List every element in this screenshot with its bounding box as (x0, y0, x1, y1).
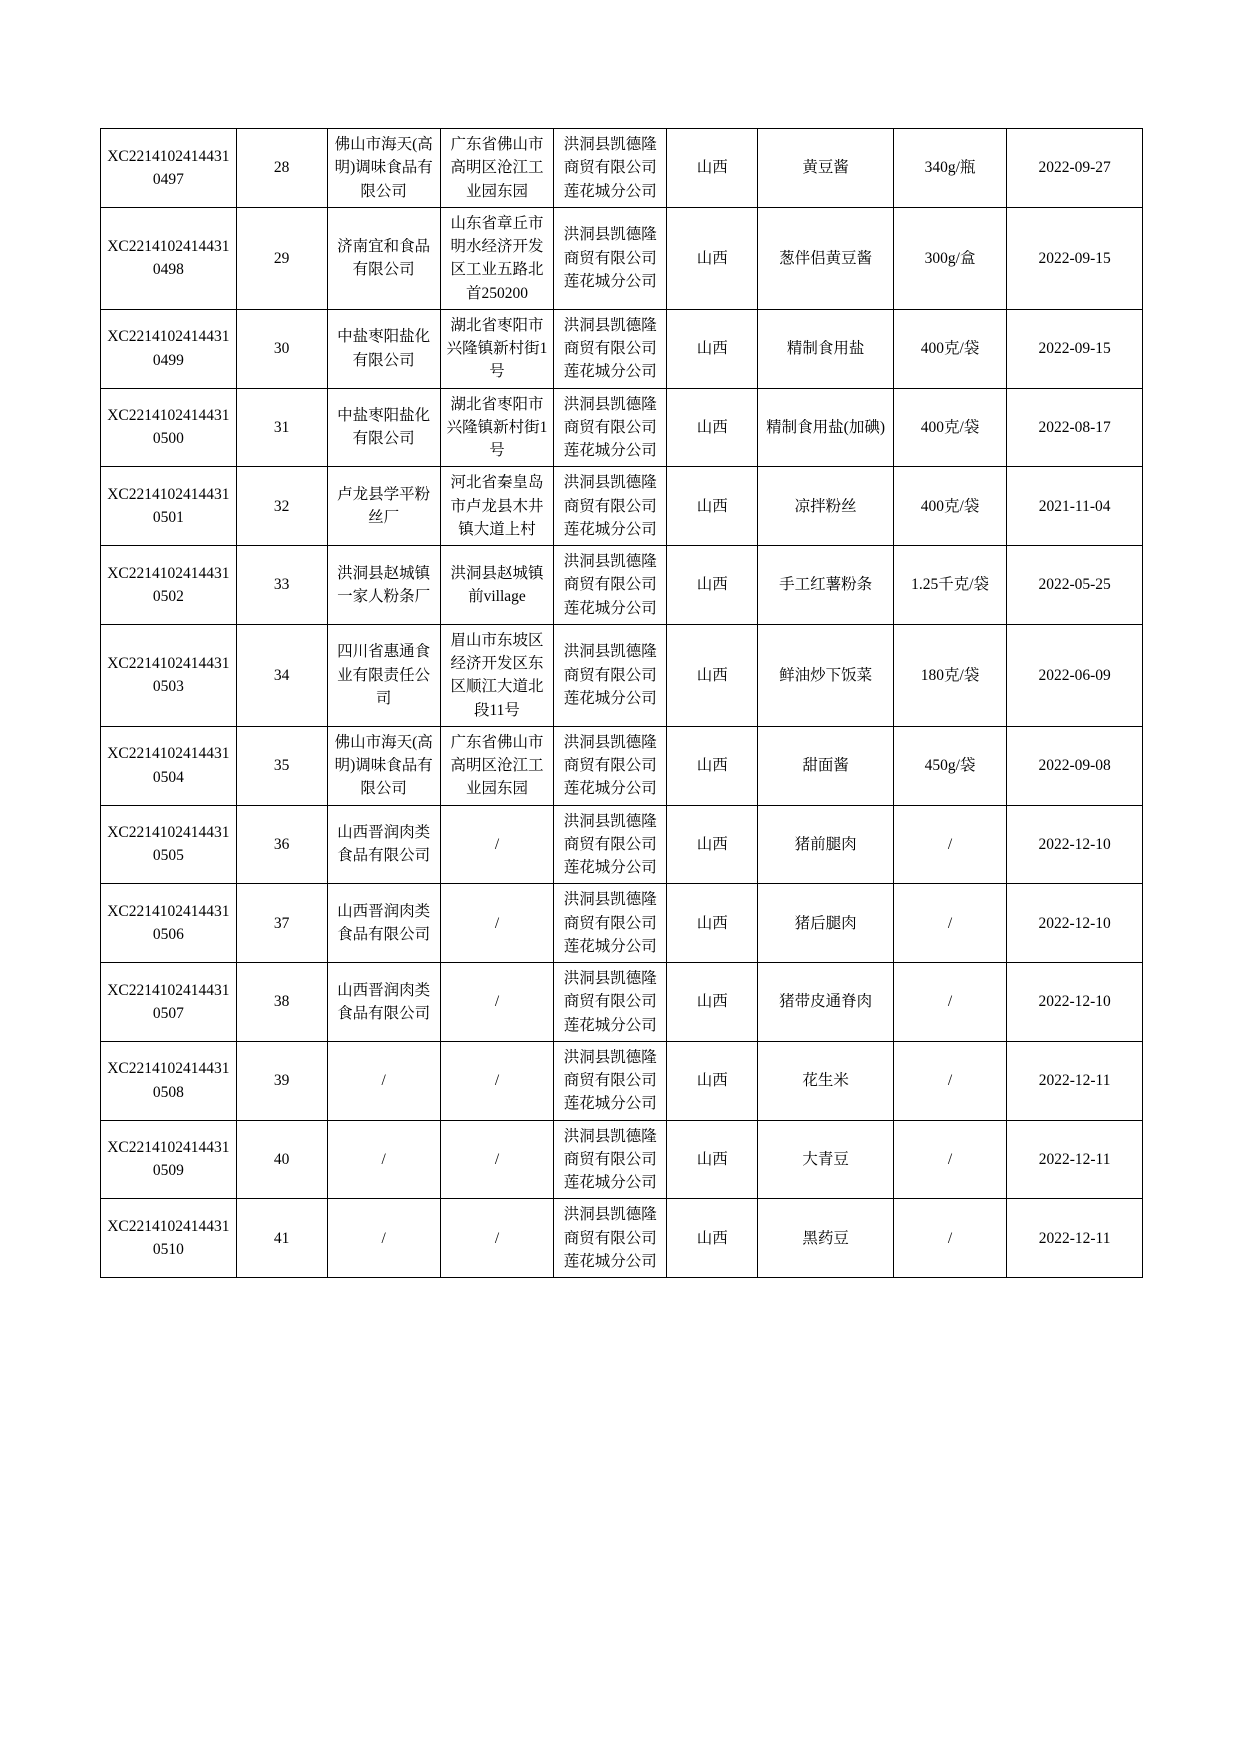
cell-code: XC22141024144310508 (101, 1041, 237, 1120)
table-row (101, 388, 1143, 467)
cell-seq: 38 (236, 963, 327, 1042)
table-row (101, 467, 1143, 546)
cell-spec: 1.25千克/袋 (893, 546, 1006, 625)
cell-spec: 400克/袋 (893, 309, 1006, 388)
table-row (101, 207, 1143, 309)
table-row (101, 1120, 1143, 1199)
cell-code: XC22141024144310501 (101, 467, 237, 546)
cell-spec: / (893, 1120, 1006, 1199)
cell-code: XC22141024144310498 (101, 207, 237, 309)
cell-producer: 中盐枣阳盐化有限公司 (327, 388, 440, 467)
cell-producer: 山西晋润肉类食品有限公司 (327, 963, 440, 1042)
cell-seq: 39 (236, 1041, 327, 1120)
cell-product-name: 花生米 (758, 1041, 894, 1120)
cell-spec: / (893, 805, 1006, 884)
table-row (101, 129, 1143, 208)
cell-seq: 33 (236, 546, 327, 625)
table-row (101, 726, 1143, 805)
cell-product-name: 猪前腿肉 (758, 805, 894, 884)
table-row (101, 309, 1143, 388)
cell-date: 2022-12-11 (1007, 1120, 1143, 1199)
cell-producer-address: 湖北省枣阳市兴隆镇新村街1号 (440, 309, 553, 388)
cell-province: 山西 (667, 309, 758, 388)
cell-product-name: 黑药豆 (758, 1199, 894, 1278)
cell-province: 山西 (667, 546, 758, 625)
cell-producer-address: 眉山市东坡区经济开发区东区顺江大道北段11号 (440, 624, 553, 726)
cell-inspected-unit: 洪洞县凯德隆商贸有限公司莲花城分公司 (554, 309, 667, 388)
cell-inspected-unit: 洪洞县凯德隆商贸有限公司莲花城分公司 (554, 884, 667, 963)
cell-product-name: 甜面酱 (758, 726, 894, 805)
cell-producer-address: 河北省秦皇岛市卢龙县木井镇大道上村 (440, 467, 553, 546)
cell-inspected-unit: 洪洞县凯德隆商贸有限公司莲花城分公司 (554, 1199, 667, 1278)
cell-inspected-unit: 洪洞县凯德隆商贸有限公司莲花城分公司 (554, 963, 667, 1042)
cell-product-name: 大青豆 (758, 1120, 894, 1199)
cell-date: 2022-08-17 (1007, 388, 1143, 467)
cell-seq: 41 (236, 1199, 327, 1278)
cell-producer: 中盐枣阳盐化有限公司 (327, 309, 440, 388)
cell-inspected-unit: 洪洞县凯德隆商贸有限公司莲花城分公司 (554, 726, 667, 805)
cell-producer-address: / (440, 1041, 553, 1120)
cell-producer-address: 湖北省枣阳市兴隆镇新村街1号 (440, 388, 553, 467)
cell-spec: 400克/袋 (893, 388, 1006, 467)
cell-spec: 340g/瓶 (893, 129, 1006, 208)
cell-seq: 37 (236, 884, 327, 963)
cell-spec: / (893, 963, 1006, 1042)
cell-inspected-unit: 洪洞县凯德隆商贸有限公司莲花城分公司 (554, 1041, 667, 1120)
cell-code: XC22141024144310497 (101, 129, 237, 208)
cell-seq: 28 (236, 129, 327, 208)
cell-seq: 32 (236, 467, 327, 546)
cell-inspected-unit: 洪洞县凯德隆商贸有限公司莲花城分公司 (554, 805, 667, 884)
cell-producer: 洪洞县赵城镇一家人粉条厂 (327, 546, 440, 625)
cell-producer-address: 山东省章丘市明水经济开发区工业五路北首250200 (440, 207, 553, 309)
cell-seq: 40 (236, 1120, 327, 1199)
cell-producer: 四川省惠通食业有限责任公司 (327, 624, 440, 726)
cell-code: XC22141024144310509 (101, 1120, 237, 1199)
cell-code: XC22141024144310505 (101, 805, 237, 884)
cell-province: 山西 (667, 884, 758, 963)
cell-date: 2022-12-10 (1007, 805, 1143, 884)
cell-producer-address: / (440, 963, 553, 1042)
cell-spec: 300g/盒 (893, 207, 1006, 309)
cell-date: 2022-12-11 (1007, 1041, 1143, 1120)
cell-date: 2022-09-15 (1007, 309, 1143, 388)
cell-inspected-unit: 洪洞县凯德隆商贸有限公司莲花城分公司 (554, 467, 667, 546)
cell-province: 山西 (667, 1041, 758, 1120)
cell-inspected-unit: 洪洞县凯德隆商贸有限公司莲花城分公司 (554, 624, 667, 726)
cell-producer-address: / (440, 805, 553, 884)
cell-inspected-unit: 洪洞县凯德隆商贸有限公司莲花城分公司 (554, 1120, 667, 1199)
cell-producer-address: / (440, 884, 553, 963)
cell-producer: 济南宜和食品有限公司 (327, 207, 440, 309)
cell-code: XC22141024144310507 (101, 963, 237, 1042)
cell-date: 2022-09-15 (1007, 207, 1143, 309)
cell-producer: / (327, 1120, 440, 1199)
cell-date: 2021-11-04 (1007, 467, 1143, 546)
cell-inspected-unit: 洪洞县凯德隆商贸有限公司莲花城分公司 (554, 546, 667, 625)
cell-province: 山西 (667, 726, 758, 805)
table-row (101, 884, 1143, 963)
cell-producer: 山西晋润肉类食品有限公司 (327, 805, 440, 884)
cell-inspected-unit: 洪洞县凯德隆商贸有限公司莲花城分公司 (554, 388, 667, 467)
cell-province: 山西 (667, 1120, 758, 1199)
cell-seq: 36 (236, 805, 327, 884)
cell-seq: 31 (236, 388, 327, 467)
cell-date: 2022-12-10 (1007, 963, 1143, 1042)
cell-product-name: 葱伴侣黄豆酱 (758, 207, 894, 309)
cell-producer: / (327, 1199, 440, 1278)
table-row (101, 1041, 1143, 1120)
cell-product-name: 手工红薯粉条 (758, 546, 894, 625)
cell-date: 2022-12-11 (1007, 1199, 1143, 1278)
cell-seq: 29 (236, 207, 327, 309)
cell-producer-address: / (440, 1199, 553, 1278)
cell-product-name: 精制食用盐 (758, 309, 894, 388)
cell-province: 山西 (667, 388, 758, 467)
cell-code: XC22141024144310503 (101, 624, 237, 726)
cell-spec: 180克/袋 (893, 624, 1006, 726)
cell-spec: / (893, 1199, 1006, 1278)
cell-province: 山西 (667, 207, 758, 309)
cell-date: 2022-05-25 (1007, 546, 1143, 625)
cell-inspected-unit: 洪洞县凯德隆商贸有限公司莲花城分公司 (554, 129, 667, 208)
cell-product-name: 精制食用盐(加碘) (758, 388, 894, 467)
table-body (101, 129, 1143, 1278)
cell-code: XC22141024144310499 (101, 309, 237, 388)
cell-product-name: 凉拌粉丝 (758, 467, 894, 546)
cell-code: XC22141024144310506 (101, 884, 237, 963)
cell-code: XC22141024144310504 (101, 726, 237, 805)
table-row (101, 1199, 1143, 1278)
cell-producer: 卢龙县学平粉丝厂 (327, 467, 440, 546)
cell-province: 山西 (667, 467, 758, 546)
table-row (101, 963, 1143, 1042)
cell-seq: 30 (236, 309, 327, 388)
cell-spec: / (893, 884, 1006, 963)
cell-product-name: 黄豆酱 (758, 129, 894, 208)
table-row (101, 805, 1143, 884)
cell-producer: / (327, 1041, 440, 1120)
cell-date: 2022-09-27 (1007, 129, 1143, 208)
cell-seq: 35 (236, 726, 327, 805)
cell-code: XC22141024144310510 (101, 1199, 237, 1278)
cell-code: XC22141024144310500 (101, 388, 237, 467)
table-row (101, 546, 1143, 625)
cell-product-name: 鲜油炒下饭菜 (758, 624, 894, 726)
cell-province: 山西 (667, 963, 758, 1042)
cell-producer: 山西晋润肉类食品有限公司 (327, 884, 440, 963)
cell-producer-address: / (440, 1120, 553, 1199)
cell-date: 2022-09-08 (1007, 726, 1143, 805)
cell-province: 山西 (667, 805, 758, 884)
table-row (101, 624, 1143, 726)
cell-producer-address: 广东省佛山市高明区沧江工业园东园 (440, 726, 553, 805)
cell-date: 2022-06-09 (1007, 624, 1143, 726)
cell-product-name: 猪后腿肉 (758, 884, 894, 963)
cell-product-name: 猪带皮通脊肉 (758, 963, 894, 1042)
cell-date: 2022-12-10 (1007, 884, 1143, 963)
cell-producer: 佛山市海天(高明)调味食品有限公司 (327, 129, 440, 208)
cell-producer: 佛山市海天(高明)调味食品有限公司 (327, 726, 440, 805)
cell-producer-address: 广东省佛山市高明区沧江工业园东园 (440, 129, 553, 208)
cell-spec: 450g/袋 (893, 726, 1006, 805)
cell-code: XC22141024144310502 (101, 546, 237, 625)
inspection-table-container (100, 128, 1143, 1278)
cell-spec: 400克/袋 (893, 467, 1006, 546)
cell-province: 山西 (667, 129, 758, 208)
cell-province: 山西 (667, 1199, 758, 1278)
cell-producer-address: 洪洞县赵城镇前village (440, 546, 553, 625)
inspection-table (100, 128, 1143, 1278)
cell-spec: / (893, 1041, 1006, 1120)
cell-province: 山西 (667, 624, 758, 726)
cell-inspected-unit: 洪洞县凯德隆商贸有限公司莲花城分公司 (554, 207, 667, 309)
cell-seq: 34 (236, 624, 327, 726)
